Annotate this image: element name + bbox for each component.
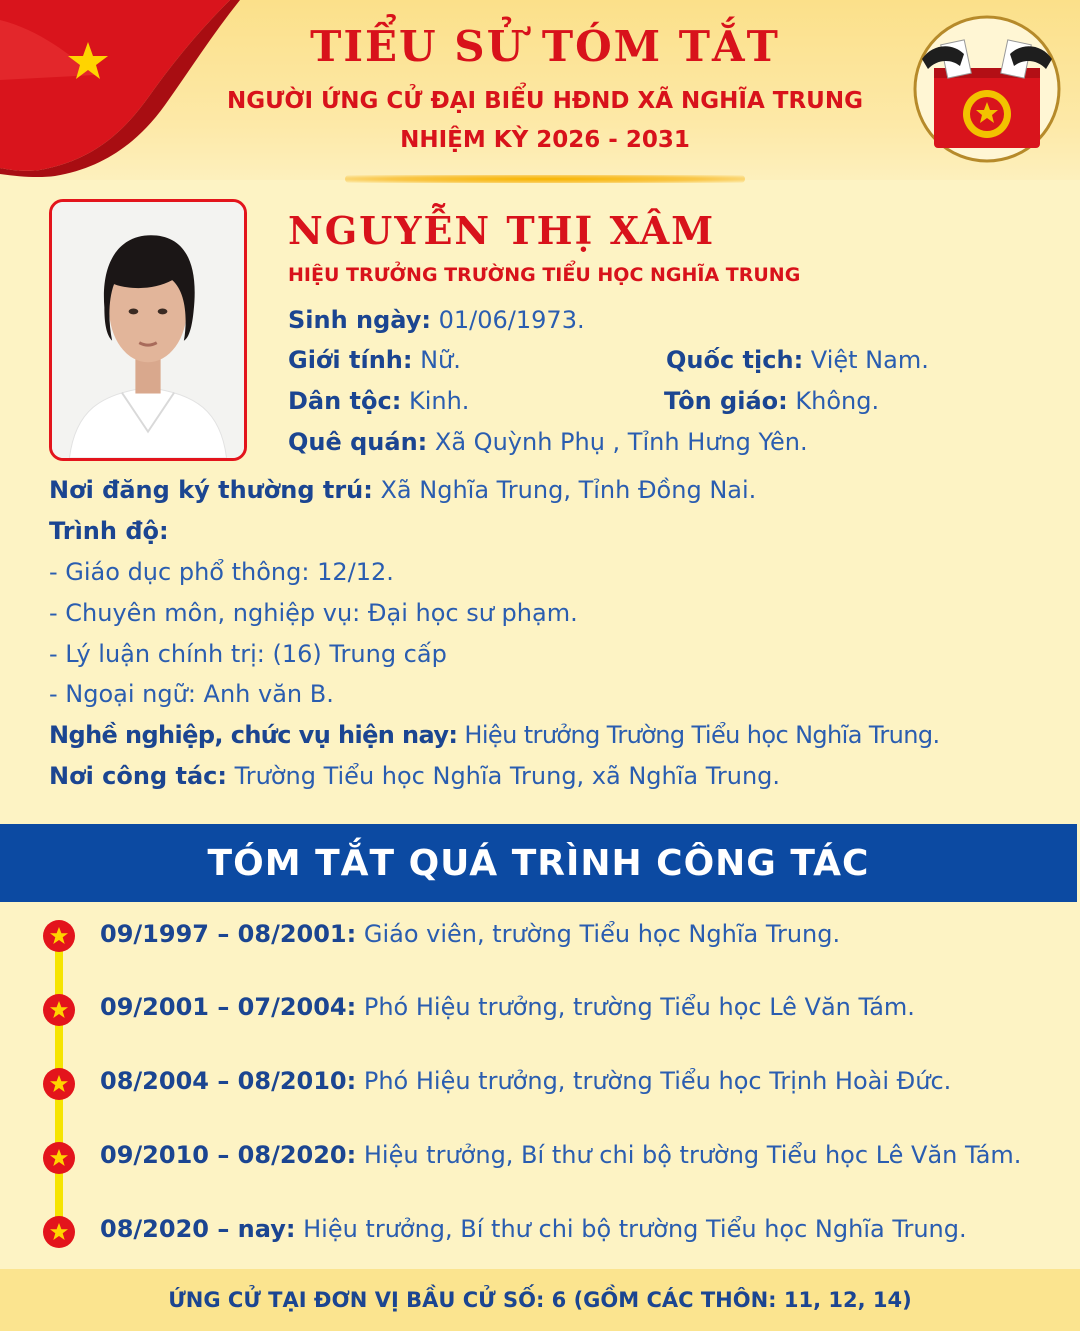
religion-row	[664, 387, 879, 415]
timeline-period: 08/2020 – nay:	[100, 1215, 296, 1243]
ethnicity-row	[288, 387, 469, 415]
work-history-banner	[0, 824, 1077, 902]
timeline-item	[100, 993, 915, 1021]
education-item: - Giáo dục phổ thông: 12/12.	[49, 558, 394, 586]
timeline-period: 09/1997 – 08/2001:	[100, 920, 357, 948]
residence-row	[49, 476, 756, 504]
dob-label: Sinh ngày:	[288, 306, 432, 334]
timeline-item	[100, 1215, 967, 1243]
religion-value: Không.	[787, 387, 880, 415]
dob-row	[288, 306, 585, 334]
candidate-position: HIỆU TRƯỞNG TRƯỜNG TIỂU HỌC NGHĨA TRUNG	[288, 264, 801, 286]
candidate-name: NGUYỄN THỊ XÂM	[288, 208, 716, 253]
timeline-period: 08/2004 – 08/2010:	[100, 1067, 357, 1095]
page-title: TIỂU SỬ TÓM TẮT	[310, 22, 780, 71]
residence-label: Nơi đăng ký thường trú:	[49, 476, 373, 504]
subtitle-line-1: NGƯỜI ỨNG CỬ ĐẠI BIỂU HĐND XÃ NGHĨA TRUNG	[227, 88, 863, 114]
dob-value: 01/06/1973.	[431, 306, 585, 334]
ballot-box-icon	[912, 14, 1062, 164]
education-item: - Chuyên môn, nghiệp vụ: Đại học sư phạm.	[49, 599, 578, 627]
header	[0, 0, 1080, 180]
workplace-value: Trường Tiểu học Nghĩa Trung, xã Nghĩa Trung.	[226, 762, 781, 790]
ethnicity-label: Dân tộc:	[288, 387, 402, 415]
education-row	[49, 517, 169, 545]
star-icon	[43, 1142, 75, 1174]
education-item: - Ngoại ngữ: Anh văn B.	[49, 680, 334, 708]
workplace-row	[49, 762, 780, 790]
star-icon	[43, 994, 75, 1026]
star-icon	[43, 920, 75, 952]
timeline-item	[100, 1067, 951, 1095]
education-label: Trình độ:	[49, 517, 169, 545]
star-icon	[43, 1068, 75, 1100]
education-item: - Lý luận chính trị: (16) Trung cấp	[49, 640, 447, 668]
timeline-desc: Phó Hiệu trưởng, trường Tiểu học Lê Văn Tám.	[356, 993, 915, 1021]
timeline-desc: Hiệu trưởng, Bí thư chi bộ trường Tiểu học Nghĩa Trung.	[295, 1215, 967, 1243]
workplace-label: Nơi công tác:	[49, 762, 227, 790]
avatar	[52, 202, 244, 458]
gender-label: Giới tính:	[288, 346, 413, 374]
star-icon	[43, 1216, 75, 1248]
timeline-item	[100, 920, 840, 948]
residence-value: Xã Nghĩa Trung, Tỉnh Đồng Nai.	[372, 476, 757, 504]
nationality-label: Quốc tịch:	[666, 346, 804, 374]
nationality-row	[666, 346, 929, 374]
timeline-period: 09/2010 – 08/2020:	[100, 1141, 357, 1169]
timeline-desc: Phó Hiệu trưởng, trường Tiểu học Trịnh Hoài Đức.	[356, 1067, 952, 1095]
timeline-item	[100, 1141, 1021, 1169]
gender-row	[288, 346, 461, 374]
footer-text: ỨNG CỬ TẠI ĐƠN VỊ BẦU CỬ SỐ: 6 (GỒM CÁC THÔN: 11, 12, 14)	[168, 1288, 912, 1312]
divider	[345, 175, 745, 183]
hometown-label: Quê quán:	[288, 428, 428, 456]
section-heading: TÓM TẮT QUÁ TRÌNH CÔNG TÁC	[207, 842, 870, 884]
candidate-photo	[49, 199, 247, 461]
footer	[0, 1269, 1080, 1331]
gender-value: Nữ.	[412, 346, 461, 374]
occupation-label: Nghề nghiệp, chức vụ hiện nay:	[49, 721, 458, 749]
religion-label: Tôn giáo:	[664, 387, 788, 415]
timeline-desc: Giáo viên, trường Tiểu học Nghĩa Trung.	[356, 920, 841, 948]
timeline-desc: Hiệu trưởng, Bí thư chi bộ trường Tiểu học Lê Văn Tám.	[356, 1141, 1022, 1169]
nationality-value: Việt Nam.	[803, 346, 929, 374]
ethnicity-value: Kinh.	[401, 387, 470, 415]
hometown-row	[288, 428, 808, 456]
occupation-value: Hiệu trưởng Trường Tiểu học Nghĩa Trung.	[457, 721, 940, 749]
subtitle-line-2: NHIỆM KỲ 2026 - 2031	[400, 127, 690, 153]
hometown-value: Xã Quỳnh Phụ , Tỉnh Hưng Yên.	[427, 428, 808, 456]
timeline-period: 09/2001 – 07/2004:	[100, 993, 357, 1021]
occupation-row	[49, 721, 940, 749]
